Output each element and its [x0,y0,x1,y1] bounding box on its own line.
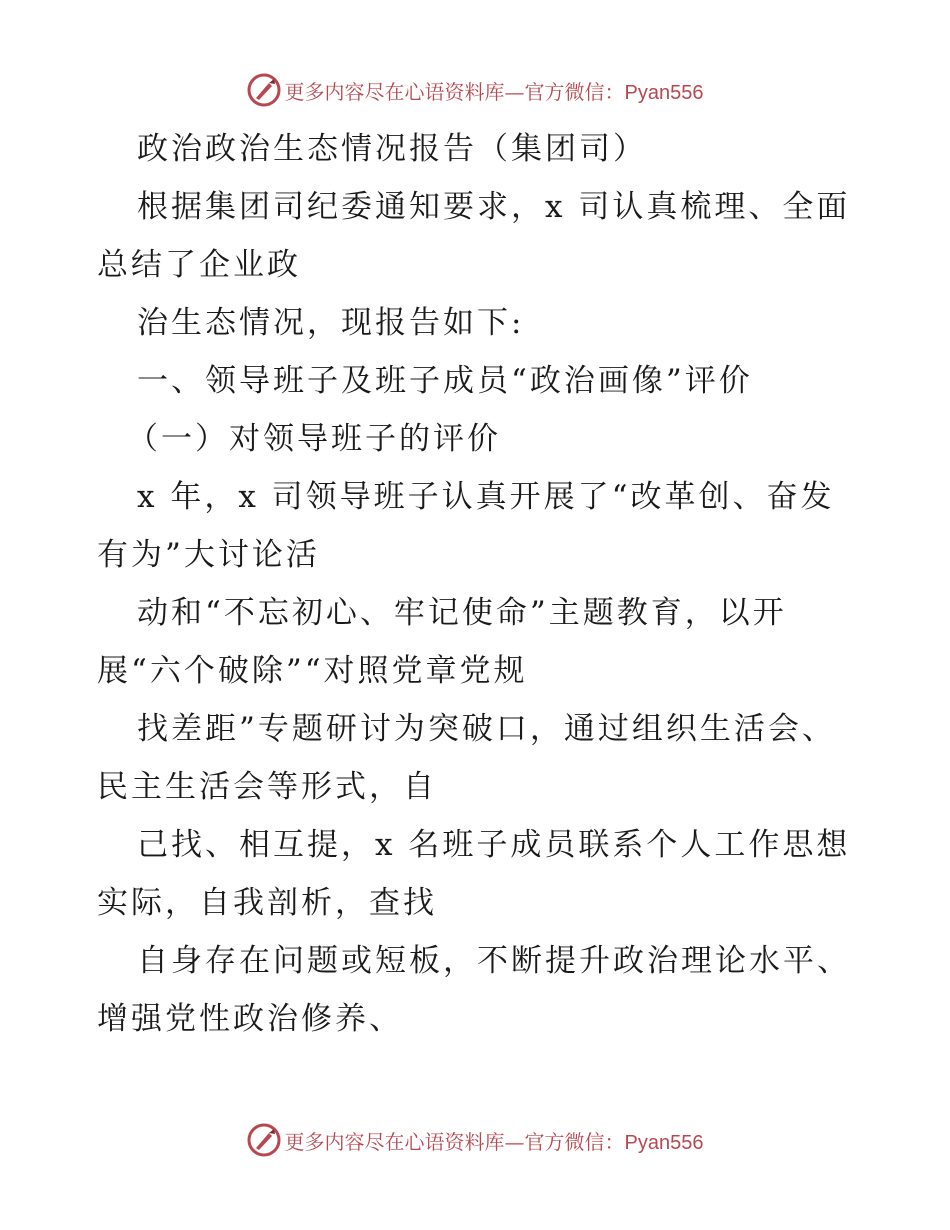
text-line: 民主生活会等形式，自 [97,769,437,805]
text-line: 自身存在问题或短板，不断提升政治理论水平、 [137,943,851,979]
quill-logo-icon [247,1123,281,1157]
text-line: 己找、相互提，x 名班子成员联系个人工作思想 [137,827,851,863]
text-line: 治生态情况，现报告如下: [137,305,525,341]
text-line: 实际，自我剖析，查找 [97,885,437,921]
document-body [97,120,851,1048]
quill-logo-icon [247,73,281,107]
footer-watermark-banner [0,1120,950,1160]
text-line: 有为”大讨论活 [97,537,320,573]
text-line: 根据集团司纪委通知要求，x 司认真梳理、全面 [137,189,851,225]
text-line: 总结了企业政 [97,247,301,283]
text-line: 一、领导班子及班子成员“政治画像”评价 [137,363,753,399]
banner-text: 更多内容尽在心语资料库—官方微信：Pyan556 [284,79,704,104]
text-line: 增强党性政治修养、 [97,1001,403,1037]
text-line: 政治政治生态情况报告（集团司） [137,131,647,167]
text-line: 展“六个破除”“对照党章党规 [97,653,528,689]
text-line: 找差距”专题研讨为突破口，通过组织生活会、 [137,711,836,747]
text-line: （一）对领导班子的评价 [127,421,501,457]
banner-text: 更多内容尽在心语资料库—官方微信：Pyan556 [284,1129,704,1154]
text-line: 动和“不忘初心、牢记使命”主题教育，以开 [137,595,787,631]
header-watermark-banner [0,70,950,110]
text-line: x 年，x 司领导班子认真开展了“改革创、奋发 [137,479,835,515]
